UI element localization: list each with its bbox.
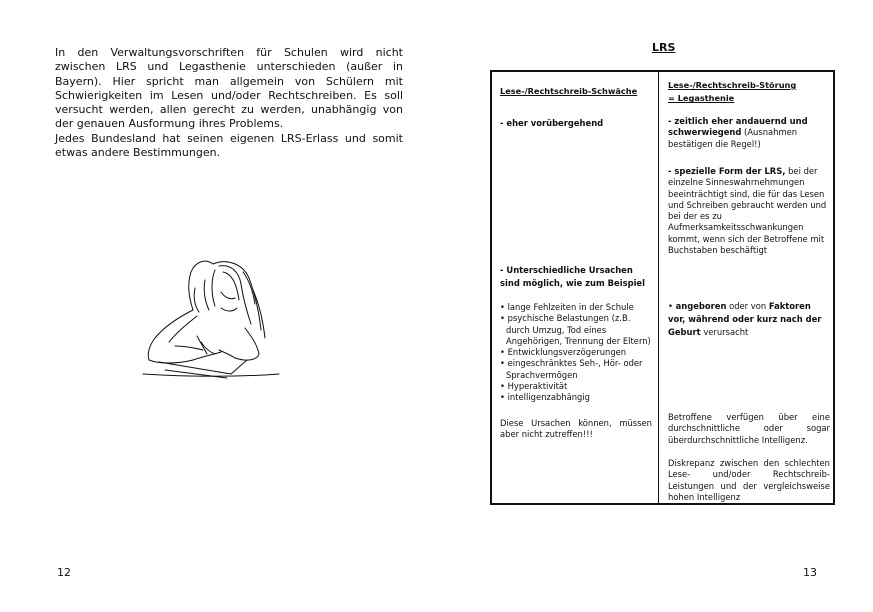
left-column-header: Lese-/Rechtschreib-Schwäche bbox=[500, 86, 638, 96]
list-item: • lange Fehlzeiten in der Schule bbox=[500, 302, 634, 312]
right-point-2-bold: - spezielle Form der LRS, bbox=[668, 166, 786, 176]
list-item: • psychische Belastungen (z.B. durch Umzug, Tod eines Angehörigen, Trennung der Eltern) bbox=[500, 313, 651, 346]
list-item: • eingeschränktes Seh-, Hör- oder Sprachvermögen bbox=[500, 358, 643, 380]
right-cause-innate bbox=[668, 300, 830, 339]
right-note-intelligence: Betroffene verfügen über eine durchschnittliche oder sogar überdurchschnittliche Intelligenz. bbox=[668, 412, 830, 445]
right-point-2-rest: bei der einzelne Sinneswahrnehmungen beeinträchtigt sind, die für das Lesen und Schreiben gebraucht werden und bei der es zu Aufmerksamkeitsschwankungen kommt, wenn sich der Betroffene mit Buchstaben beschäftigt bbox=[668, 166, 827, 256]
right-column-header bbox=[668, 80, 830, 105]
intro-paragraph-2: Jedes Bundesland hat seinen eigenen LRS-Erlass und somit etwas andere Bestimmungen. bbox=[55, 131, 403, 160]
page-number-right: 13 bbox=[803, 566, 817, 579]
causes-list bbox=[500, 302, 652, 404]
right-header-line-1: Lese-/Rechtschreib-Störung bbox=[668, 80, 797, 90]
intro-paragraph-1: In den Verwaltungsvorschriften für Schulen wird nicht zwischen LRS und Legasthenie unterschieden (außer in Bayern). Hier spricht man allgemein von Schülern mit Schwierigkeiten im Lesen und/oder Rechtschreiben. Es soll versucht werden, allen gerecht zu werden, unabhängig von der genauen Ausformung ihres Problems. bbox=[55, 46, 403, 131]
right-cause-bullet: • bbox=[668, 301, 676, 311]
left-point-temporary: - eher vorübergehend bbox=[500, 118, 604, 128]
right-cause-text-1: oder von bbox=[726, 301, 769, 311]
left-note: Diese Ursachen können, müssen aber nicht zutreffen!!! bbox=[500, 418, 652, 440]
writing-girl-illustration bbox=[135, 250, 285, 380]
left-page bbox=[0, 0, 436, 612]
list-item: • Entwicklungsverzögerungen bbox=[500, 347, 627, 358]
right-point-persistent bbox=[668, 116, 830, 150]
column-divider bbox=[658, 72, 659, 503]
right-page bbox=[437, 0, 873, 612]
right-note-discrepancy: Diskrepanz zwischen den schlechten Lese- und/oder Rechtschreib-Leistungen und der vergleichsweise hohen Intelligenz bbox=[668, 458, 830, 502]
right-point-1-bold: - zeitlich eher andauernd und schwerwiegend bbox=[668, 116, 808, 138]
right-point-special-form bbox=[668, 166, 830, 256]
right-cause-text-2: verursacht bbox=[700, 327, 749, 337]
list-item: • intelligenzabhängig bbox=[500, 392, 590, 403]
page-title: LRS bbox=[652, 41, 676, 54]
intro-text bbox=[55, 46, 403, 160]
right-cause-bold-2: Faktoren vor, während oder kurz nach der Geburt bbox=[668, 301, 822, 337]
left-causes-header: - Unterschiedliche Ursachen sind möglich, wie zum Beispiel bbox=[500, 265, 645, 288]
right-header-line-2: = Legasthenie bbox=[668, 93, 735, 104]
list-item: • Hyperaktivität bbox=[500, 381, 568, 392]
page-number-left: 12 bbox=[57, 566, 71, 579]
comparison-table bbox=[490, 70, 835, 505]
right-point-1-rest: (Ausnahmen bestätigen die Regel!) bbox=[668, 127, 798, 149]
right-cause-bold-1: angeboren bbox=[675, 301, 727, 311]
